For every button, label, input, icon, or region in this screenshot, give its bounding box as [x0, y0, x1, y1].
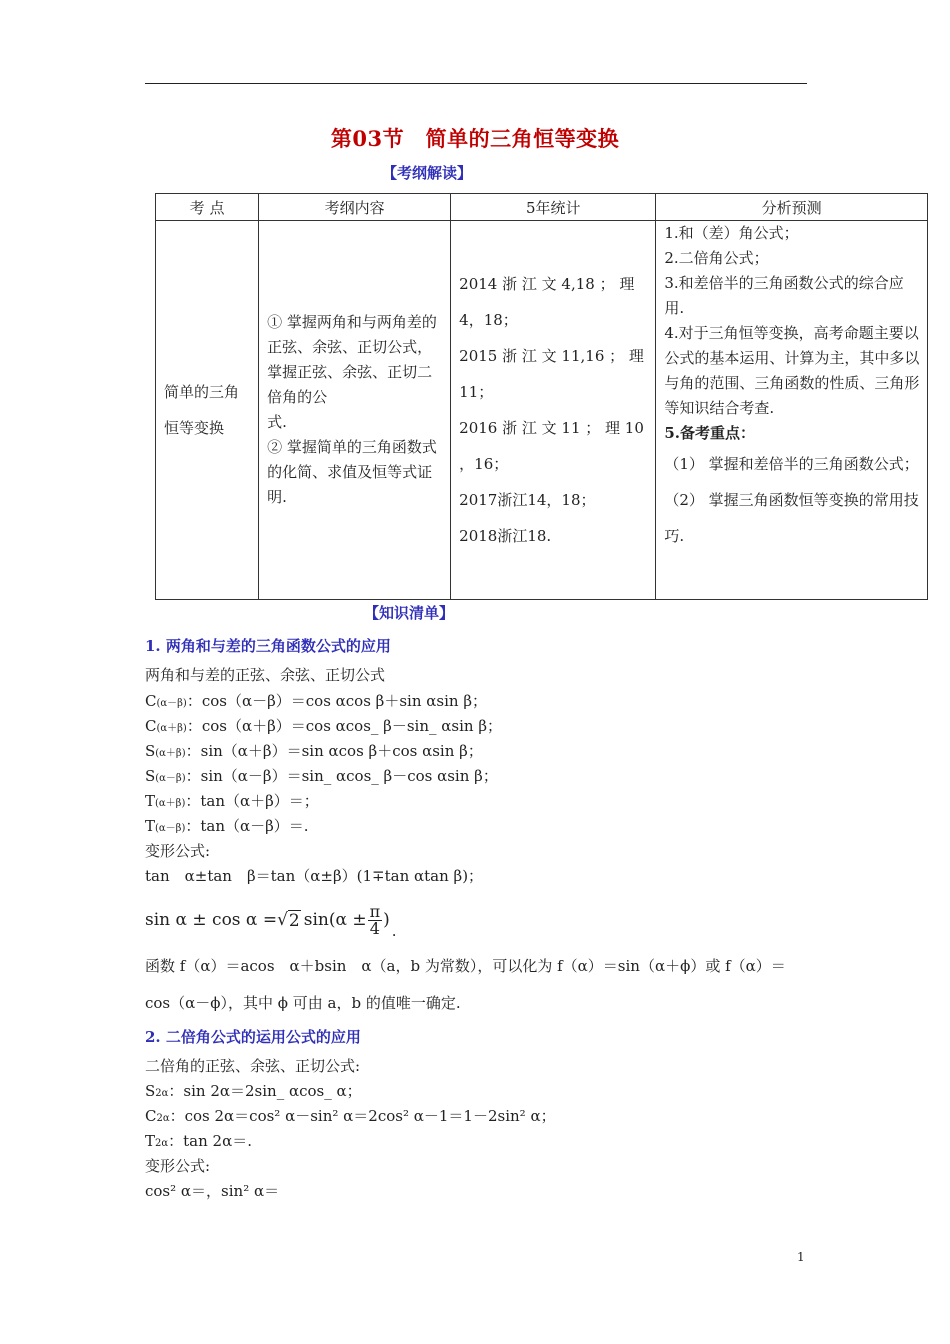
variant-label-2: 变形公式: — [145, 1157, 211, 1175]
content-cell — [259, 221, 451, 600]
content-line: 式. — [267, 413, 287, 431]
header-stats: 5年统计 — [451, 194, 656, 221]
topic-line: 恒等变换 — [164, 419, 225, 437]
variant-label-1: 变形公式: — [145, 842, 211, 860]
pi-over-four: $\frac{\pi}{4}$ — [369, 901, 381, 938]
auxiliary-angle-formula — [145, 898, 397, 942]
variant-tan-formula: tan α±tan β＝tan（α±β）(1∓tan αtan β)； — [145, 867, 484, 885]
stats-line: 2016 浙 江 文 11 ； 理 10 ，16； — [459, 419, 644, 473]
formula-line: S(α－β)：sin（α－β）＝sin_ αcos_ β－cos αsin β； — [145, 767, 498, 785]
stats-line: 2015 浙 江 文 11,16 ； 理 11； — [459, 347, 644, 401]
analysis-line: （1） 掌握和差倍半的三角函数公式； — [664, 455, 919, 473]
analysis-line: 3.和差倍半的三角函数公式的综合应用. — [664, 274, 904, 317]
analysis-line: 2.二倍角公式； — [664, 249, 769, 267]
aux-line-2: cos（α－ϕ），其中 ϕ 可由 a，b 的值唯一确定. — [145, 994, 461, 1012]
formula-lhs: sin α ± cos α = — [145, 910, 278, 930]
formula-line: T(α＋β)：tan（α＋β）＝； — [145, 792, 319, 810]
aux-line-1: 函数 f（α）＝acos α＋bsin α（a，b 为常数），可以化为 f（α）＝sin（α＋ϕ）或 f（α）＝ — [145, 957, 786, 975]
analysis-cell — [656, 221, 928, 600]
formula-mid: sin(α ± — [303, 910, 367, 930]
header-topic: 考 点 — [156, 194, 259, 221]
page-number: 1 — [797, 1250, 805, 1264]
section-intro-1: 两角和与差的正弦、余弦、正切公式 — [145, 666, 386, 684]
formula-line: C(α－β)：cos（α－β）＝cos αcos β＋sin αsin β； — [145, 692, 488, 710]
stats-line: 2018浙江18. — [459, 527, 552, 545]
page-title: 第03节 简单的三角恒等变换 — [330, 126, 620, 151]
analysis-line: 4.对于三角恒等变换，高考命题主要以公式的基本运用、计算为主，其中多以与角的范围、三角函数的性质、三角形等知识结合考查. — [664, 324, 920, 417]
topic-cell — [156, 221, 259, 600]
sqrt-symbol: √ 2 — [277, 909, 300, 931]
section-intro-2: 二倍角的正弦、余弦、正切公式: — [145, 1057, 361, 1075]
outline-heading: 【考纲解读】 — [382, 164, 473, 182]
formula-line: S2α：sin 2α＝2sin_ αcos_ α； — [145, 1082, 362, 1100]
variant-double-angle: cos² α＝，sin² α＝ — [145, 1182, 280, 1200]
analysis-line: 1.和（差）角公式； — [664, 224, 799, 242]
section-heading-1: 1. 两角和与差的三角函数公式的应用 — [145, 637, 391, 655]
stats-line: 2017浙江14，18； — [459, 491, 596, 509]
stats-cell — [451, 221, 656, 600]
section-heading-2: 2. 二倍角公式的运用公式的应用 — [145, 1028, 361, 1046]
header-analysis: 分析预测 — [656, 194, 928, 221]
formula-dot: . — [391, 922, 397, 940]
analysis-line: （2） 掌握三角函数恒等变换的常用技巧. — [664, 491, 919, 545]
formula-end: ) — [383, 910, 390, 930]
analysis-line: 5.备考重点： — [664, 424, 756, 442]
formula-line: C2α：cos 2α＝cos² α－sin² α＝2cos² α－1＝1－2sin² α； — [145, 1107, 556, 1125]
header-rule — [145, 83, 807, 84]
formula-line: C(α＋β)：cos（α＋β）＝cos αcos_ β－sin_ αsin β； — [145, 717, 503, 735]
table-row — [156, 221, 928, 600]
table-header-row — [156, 194, 928, 221]
content-line: ① 掌握两角和与两角差的正弦、余弦、正切公式，掌握正弦、余弦、正切二倍角的公 — [267, 313, 437, 406]
exam-outline-table — [155, 193, 928, 600]
formula-line: T(α－β)：tan（α－β）＝. — [145, 817, 309, 835]
header-content: 考纲内容 — [259, 194, 451, 221]
formula-line: T2α：tan 2α＝. — [145, 1132, 252, 1150]
formula-line: S(α＋β)：sin（α＋β）＝sin αcos β＋cos αsin β； — [145, 742, 483, 760]
knowledge-heading: 【知识清单】 — [364, 604, 455, 622]
topic-line: 简单的三角 — [164, 383, 240, 401]
content-line: ② 掌握简单的三角函数式的化简、求值及恒等式证明. — [267, 438, 437, 506]
stats-line: 2014 浙 江 文 4,18 ； 理 4，18； — [459, 275, 635, 329]
